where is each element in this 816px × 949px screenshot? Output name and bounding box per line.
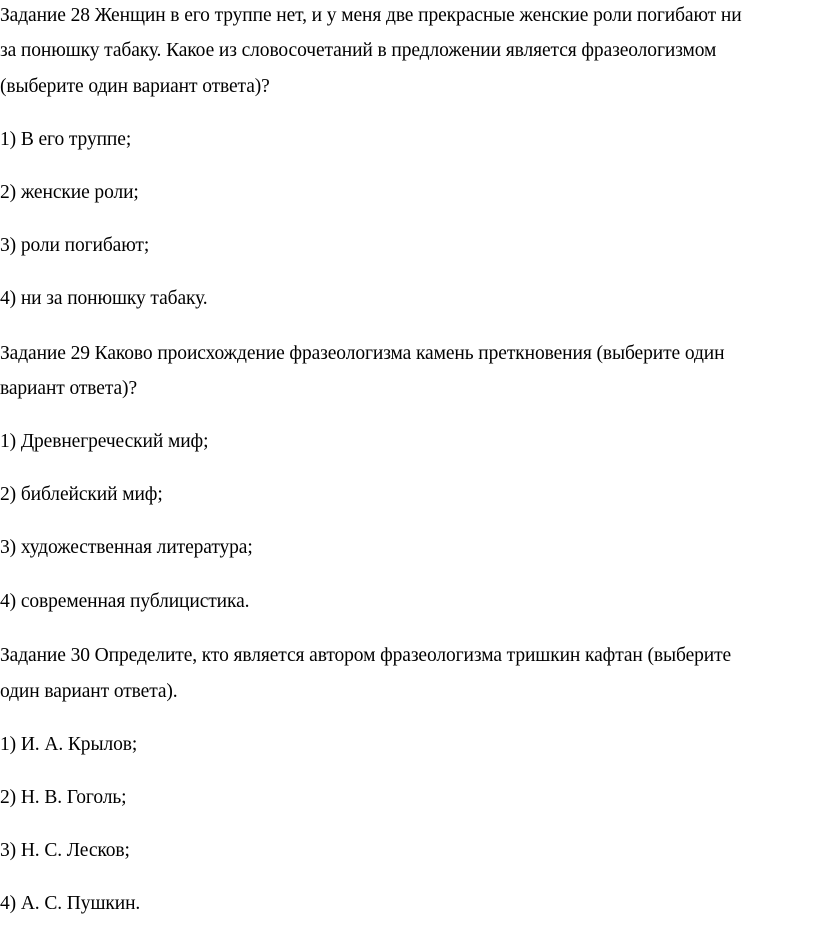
task-28-option-3: 3) роли погибают; xyxy=(0,235,150,256)
task-30-option-3: 3) Н. С. Лесков; xyxy=(0,840,130,861)
task-30-option-4: 4) А. С. Пушкин. xyxy=(0,893,141,914)
task-30-option-2: 2) Н. В. Гоголь; xyxy=(0,787,127,808)
task-28-question-line-3: (выберите один вариант ответа)? xyxy=(0,76,270,97)
task-28-option-4: 4) ни за понюшку табаку. xyxy=(0,288,208,309)
task-30-option-1: 1) И. А. Крылов; xyxy=(0,734,138,755)
task-28-option-1: 1) В его труппе; xyxy=(0,129,132,150)
task-29-option-1: 1) Древнегреческий миф; xyxy=(0,431,209,452)
task-30-question-line-1: Задание 30 Определите, кто является автором фразеологизма тришкин кафтан (выберите xyxy=(0,645,732,666)
task-28-question-line-1: Задание 28 Женщин в его труппе нет, и у меня две прекрасные женские роли погибают ни xyxy=(0,5,742,26)
task-29-question-line-2: вариант ответа)? xyxy=(0,378,138,399)
task-29-option-3: 3) художественная литература; xyxy=(0,537,253,558)
task-29-option-2: 2) библейский миф; xyxy=(0,484,163,505)
task-29-option-4: 4) современная публицистика. xyxy=(0,591,250,612)
task-28-option-2: 2) женские роли; xyxy=(0,182,139,203)
task-29-question-line-1: Задание 29 Каково происхождение фразеологизма камень преткновения (выберите один xyxy=(0,343,725,364)
task-28-question-line-2: за понюшку табаку. Какое из словосочетаний в предложении является фразеологизмом xyxy=(0,40,717,61)
task-30-question-line-2: один вариант ответа). xyxy=(0,681,178,702)
